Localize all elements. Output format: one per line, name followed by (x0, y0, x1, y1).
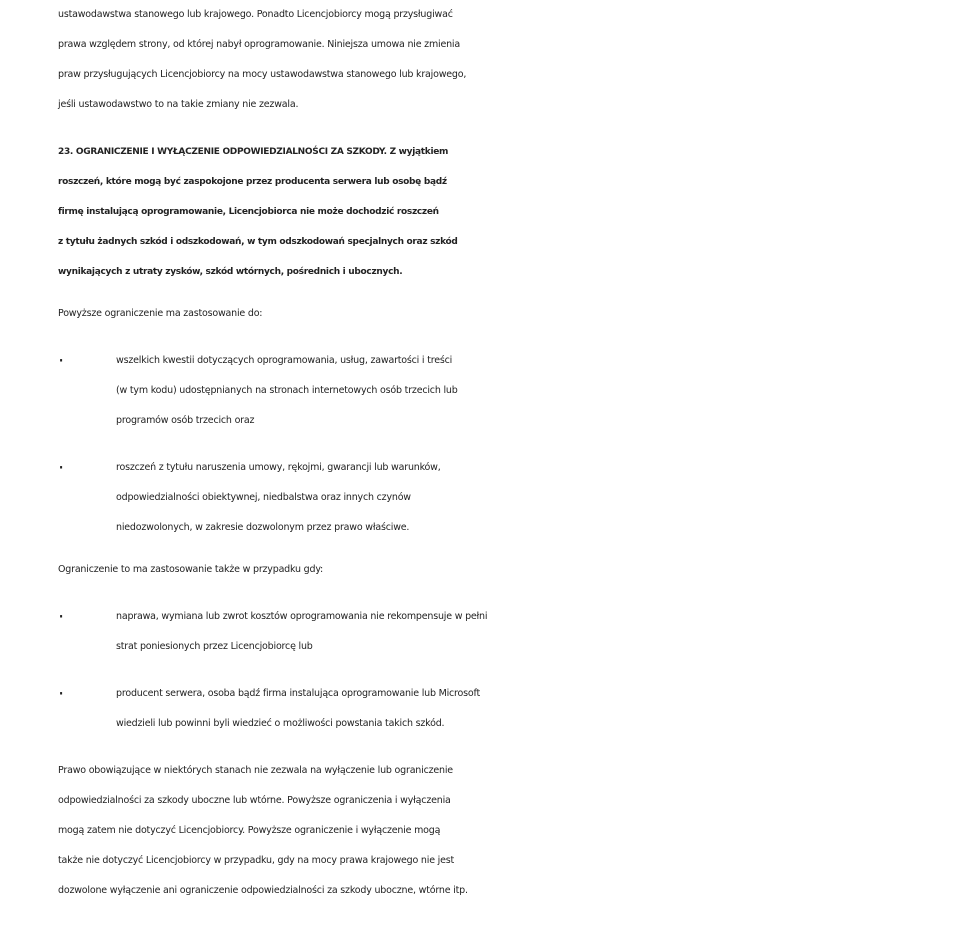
text-line: odpowiedzialności obiektywnej, niedbalstwa oraz innych czynów (116, 492, 411, 503)
applies-heading: Powyższe ograniczenie ma zastosowanie do: (58, 308, 263, 319)
text-line: niedozwolonych, w zakresie dozwolonym przez prawo właściwe. (116, 522, 410, 533)
text-line: programów osób trzecich oraz (116, 415, 255, 426)
list-item (58, 346, 958, 436)
text-line: jeśli ustawodawstwo to na takie zmiany nie zezwala. (58, 99, 299, 110)
closing-paragraph (58, 756, 958, 906)
bullet-icon: · (58, 349, 64, 372)
list-item (58, 453, 958, 543)
text-line: wiedzieli lub powinni byli wiedzieć o możliwości powstania takich szkód. (116, 718, 445, 729)
section-23-paragraph (58, 137, 958, 287)
text-line: praw przysługujących Licencjobiorcy na mocy ustawodawstwa stanowego lub krajowego, (58, 69, 467, 80)
text-line: firmę instalującą oprogramowanie, Licencjobiorca nie może dochodzić roszczeń (58, 207, 439, 217)
also-applies-heading: Ograniczenie to ma zastosowanie także w przypadku gdy: (58, 564, 324, 575)
text-line: roszczeń, które mogą być zaspokojone przez producenta serwera lub osobę bądź (58, 177, 447, 187)
text-line: producent serwera, osoba bądź firma instalująca oprogramowanie lub Microsoft (116, 688, 481, 699)
text-line: ustawodawstwa stanowego lub krajowego. Ponadto Licencjobiorcy mogą przysługiwać (58, 9, 453, 20)
document-page (58, 0, 958, 906)
text-line: roszczeń z tytułu naruszenia umowy, rękojmi, gwarancji lub warunków, (116, 462, 441, 473)
list-item (58, 679, 958, 739)
bullet-icon: · (58, 456, 64, 479)
section-heading-line: 23. OGRANICZENIE I WYŁĄCZENIE ODPOWIEDZIALNOŚCI ZA SZKODY. Z wyjątkiem (58, 147, 449, 157)
text-line: Prawo obowiązujące w niektórych stanach nie zezwala na wyłączenie lub ograniczenie (58, 765, 453, 776)
text-line: także nie dotyczyć Licencjobiorcy w przypadku, gdy na mocy prawa krajowego nie jest (58, 855, 455, 866)
bullet-icon: · (58, 682, 64, 705)
text-line: wynikających z utraty zysków, szkód wtórnych, pośrednich i ubocznych. (58, 267, 403, 277)
text-line: prawa względem strony, od której nabył oprogramowanie. Niniejsza umowa nie zmienia (58, 39, 460, 50)
text-line: naprawa, wymiana lub zwrot kosztów oprogramowania nie rekompensuje w pełni (116, 611, 488, 622)
text-line: odpowiedzialności za szkody uboczne lub wtórne. Powyższe ograniczenia i wyłączenia (58, 795, 451, 806)
text-line: z tytułu żadnych szkód i odszkodowań, w tym odszkodowań specjalnych oraz szkód (58, 237, 458, 247)
text-line: (w tym kodu) udostępnianych na stronach internetowych osób trzecich lub (116, 385, 458, 396)
list-item (58, 602, 958, 662)
intro-paragraph (58, 0, 958, 120)
text-line: dozwolone wyłączenie ani ograniczenie odpowiedzialności za szkody uboczne, wtórne itp. (58, 885, 468, 896)
text-line: strat poniesionych przez Licencjobiorcę lub (116, 641, 313, 652)
text-line: mogą zatem nie dotyczyć Licencjobiorcy. Powyższe ograniczenie i wyłączenie mogą (58, 825, 441, 836)
text-line: wszelkich kwestii dotyczących oprogramowania, usług, zawartości i treści (116, 355, 453, 366)
bullet-icon: · (58, 605, 64, 628)
